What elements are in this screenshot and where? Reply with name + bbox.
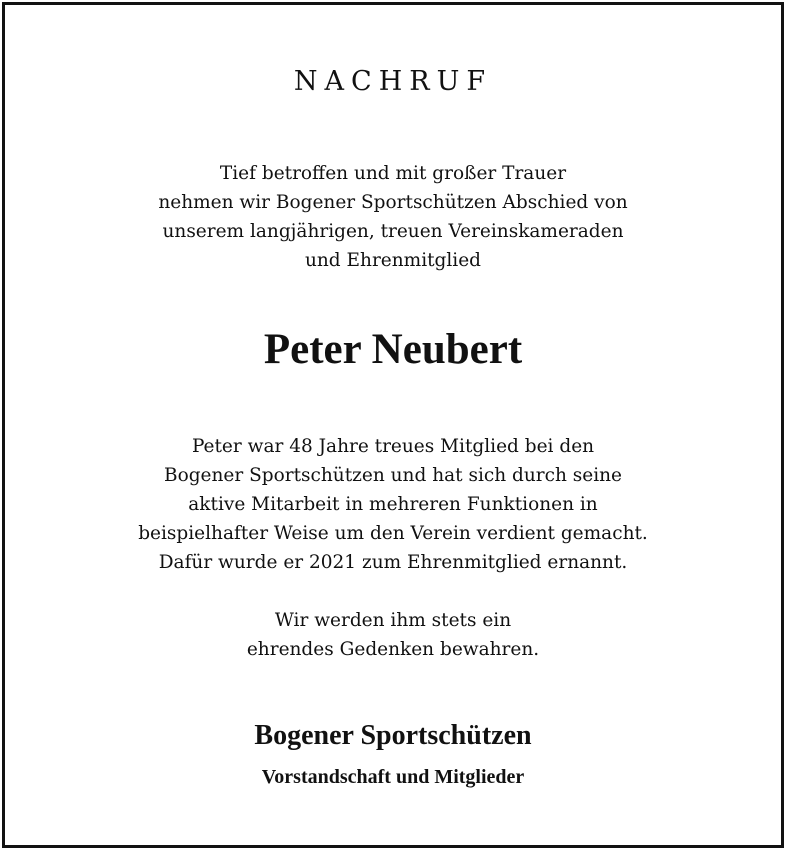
intro-paragraph	[5, 159, 781, 275]
tribute-line: beispielhafter Weise um den Verein verdient gemacht.	[138, 523, 648, 544]
notice-border	[2, 2, 784, 848]
tribute-line: Bogener Sportschützen und hat sich durch seine	[163, 465, 622, 486]
tribute-line: Peter war 48 Jahre treues Mitglied bei den	[191, 436, 595, 457]
signature-organization: Bogener Sportschützen	[254, 720, 532, 751]
intro-line: und Ehrenmitglied	[304, 250, 482, 271]
signature-subtitle: Vorstandschaft und Mitglieder	[261, 766, 525, 788]
closing-paragraph	[5, 606, 781, 664]
deceased-name: Peter Neubert	[263, 326, 523, 373]
notice-heading: NACHRUF	[293, 66, 493, 97]
closing-line: Wir werden ihm stets ein	[274, 610, 512, 631]
intro-line: nehmen wir Bogener Sportschützen Abschied von	[158, 192, 628, 213]
intro-line: Tief betroffen und mit großer Trauer	[219, 163, 567, 184]
tribute-paragraph	[5, 432, 781, 577]
tribute-line: aktive Mitarbeit in mehreren Funktionen in	[188, 494, 598, 515]
intro-line: unserem langjährigen, treuen Vereinskameraden	[162, 221, 624, 242]
tribute-line: Dafür wurde er 2021 zum Ehrenmitglied ernannt.	[158, 552, 628, 573]
closing-line: ehrendes Gedenken bewahren.	[246, 639, 540, 660]
